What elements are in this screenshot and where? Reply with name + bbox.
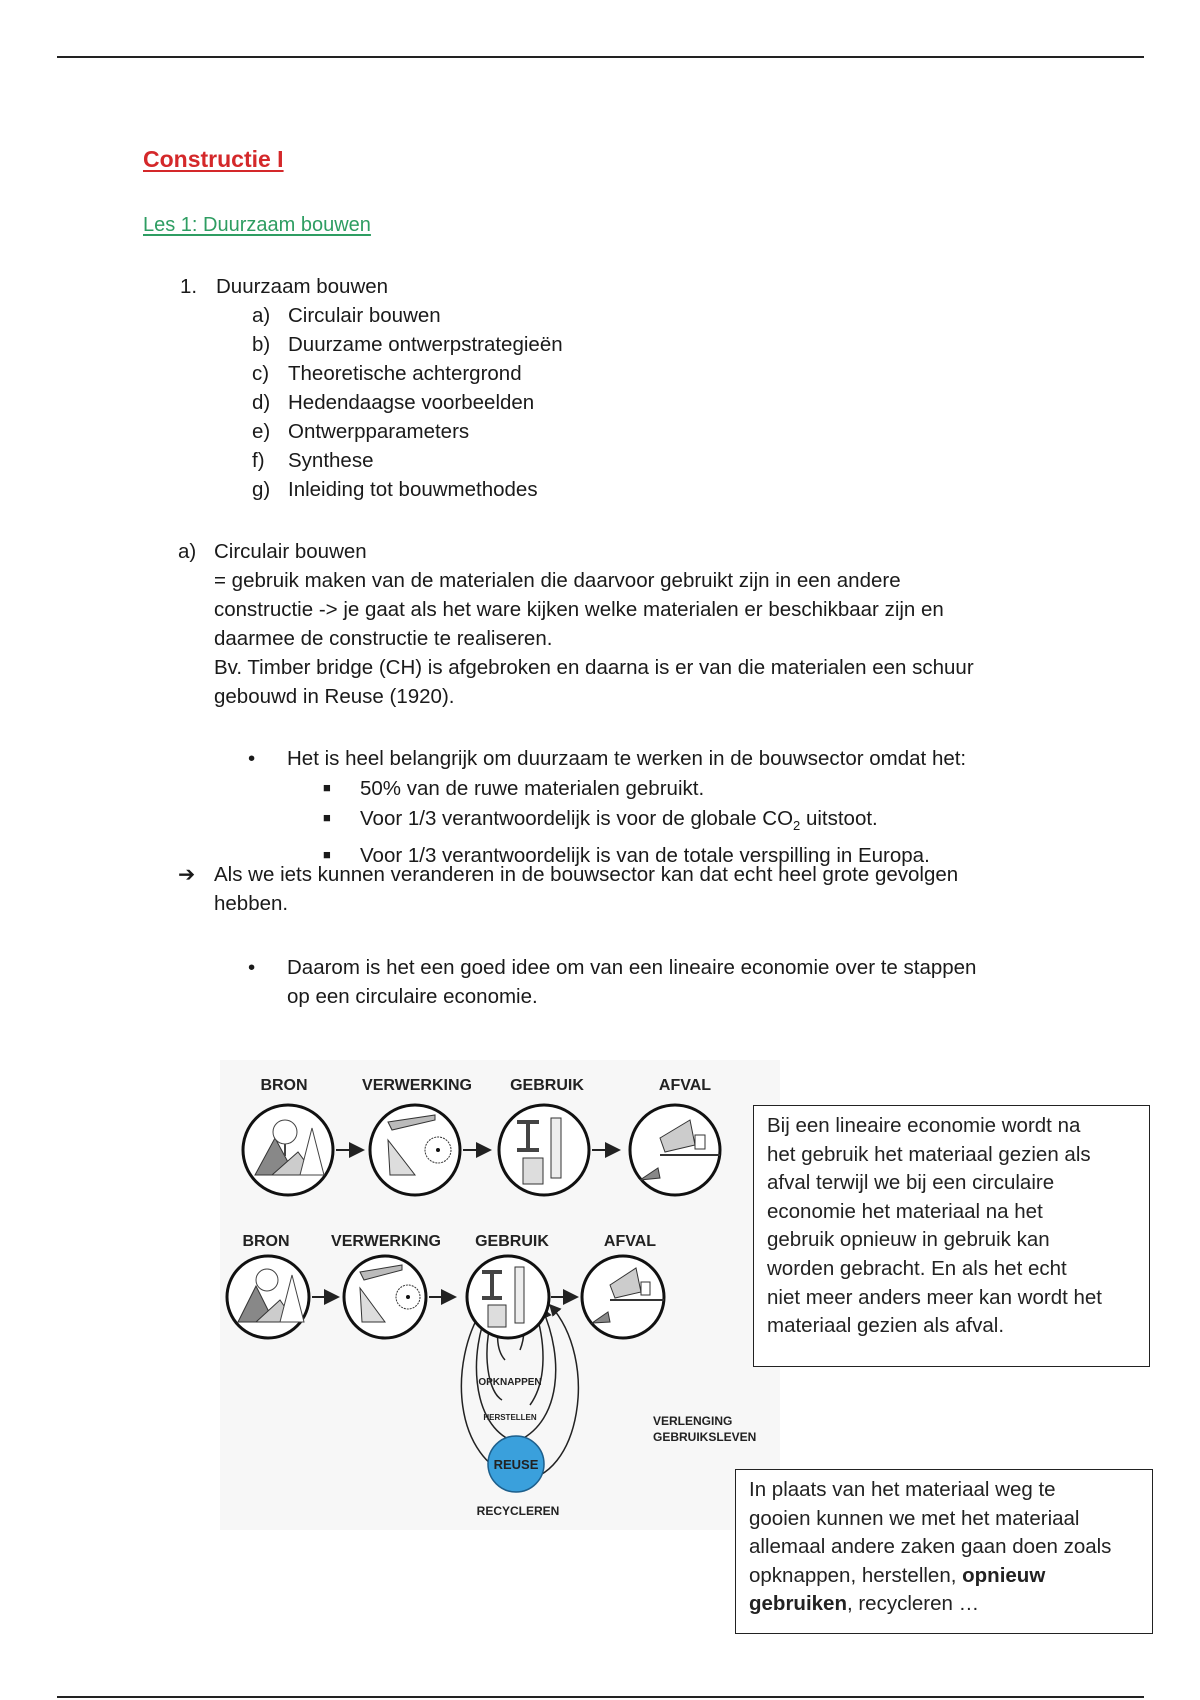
linear-bron-icon <box>243 1105 333 1195</box>
linear-gebruik-icon <box>499 1105 589 1195</box>
footer-rule <box>57 1696 1144 1698</box>
outline-item: c) Theoretische achtergrond <box>252 362 522 385</box>
outline-item: b) Duurzame ontwerpstrategieën <box>252 333 563 356</box>
outline-item: e) Ontwerpparameters <box>252 420 470 443</box>
square-bullet-icon: ■ <box>323 780 331 795</box>
header-rule <box>57 56 1144 58</box>
linear-label-gebruik: GEBRUIK <box>510 1077 584 1094</box>
economy-diagram <box>220 1060 780 1530</box>
reuse-badge <box>488 1436 544 1492</box>
note-box-linear-vs-circular: Bij een lineaire economie wordt na het gebruik het materiaal gezien als afval terwijl we bij een circulaire economie het materiaal na het gebruik opnieuw in gebruik kan worden gebracht. En als het echt niet meer anders meer kan wordt het materiaal gezien als afval. <box>753 1105 1150 1367</box>
right-arrow-icon: ➔ <box>178 863 196 886</box>
loop-label-opknappen: OPKNAPPEN <box>478 1377 542 1388</box>
linear-label-bron: BRON <box>260 1077 308 1094</box>
bullet-item: • Het is heel belangrijk om duurzaam te werken in de bouwsector omdat het: <box>248 744 966 773</box>
loop-label-recycleren: RECYCLEREN <box>476 1504 560 1518</box>
sub-bullet-item: ■ Voor 1/3 verantwoordelijk is voor de globale $CO_2$ uitstoot. <box>323 803 930 840</box>
economy-diagram-svg <box>220 1060 780 1530</box>
bullet-icon: • <box>248 747 256 770</box>
lesson-title: Les 1: Duurzaam bouwen <box>143 214 371 236</box>
circular-verwerking-icon <box>344 1256 426 1338</box>
square-bullet-icon: ■ <box>323 847 331 863</box>
circular-label-verwerking: VERWERKING <box>331 1233 441 1250</box>
outline-label: Duurzaam bouwen <box>216 275 389 298</box>
outline-item: d) Hedendaagse voorbeelden <box>252 391 535 414</box>
outline-sublist <box>252 301 563 504</box>
circular-label-bron: BRON <box>242 1233 290 1250</box>
circular-label-afval: AFVAL <box>603 1233 657 1250</box>
conclusion-arrow-item: ➔ Als we iets kunnen veranderen in de bouwsector kan dat echt heel grote gevolgen hebben. <box>178 860 958 918</box>
circular-label-gebruik: GEBRUIK <box>475 1233 549 1250</box>
loop-label-reuse: REUSE <box>493 1457 539 1472</box>
outline-item: a) Circulair bouwen <box>252 304 441 327</box>
linear-label-verwerking: VERWERKING <box>362 1077 472 1094</box>
linear-afval-icon <box>630 1105 720 1195</box>
outline-item: g) Inleiding tot bouwmethodes <box>252 478 538 501</box>
section-heading: a) Circulair bouwen <box>178 540 367 563</box>
square-bullet-icon: ■ <box>323 810 331 825</box>
definition-paragraph: = gebruik maken van de materialen die daarvoor gebruikt zijn in een andere constructie -> je gaat als het ware kijken welke materialen er beschikbaar zijn en daarmee de constructie te realiseren. Bv. Timber bridge (CH) is afgebroken en daarna is er van die materialen een schuur gebouwd in Reuse (1920). <box>214 569 974 708</box>
outline-item: f) Synthese <box>252 449 374 472</box>
linear-verwerking-icon <box>370 1105 460 1195</box>
sub-bullet-list <box>323 773 930 870</box>
circular-bron-icon <box>227 1256 309 1338</box>
extension-label-line1: VERLENGING <box>653 1414 733 1428</box>
outline-main-item <box>180 272 388 301</box>
note-box-alternatives: In plaats van het materiaal weg te gooien kunnen we met het materiaal allemaal andere zaken gaan doen zoals opknappen, herstellen, opnieuw gebruiken, recycleren … <box>735 1469 1153 1634</box>
sub-bullet-item: ■ 50% van de ruwe materialen gebruikt. <box>323 773 930 803</box>
circular-afval-icon <box>582 1256 664 1338</box>
extension-label-line2: GEBRUIKSLEVEN <box>653 1430 757 1444</box>
loop-label-herstellen: HERSTELLEN <box>483 1413 537 1422</box>
bullet-icon: • <box>248 956 256 979</box>
linear-label-afval: AFVAL <box>658 1077 712 1094</box>
sub-bullet-item: ■ Voor 1/3 verantwoordelijk is van de totale verspilling in Europa. <box>323 840 930 870</box>
outline-number: 1. <box>180 275 198 298</box>
bullet-item: • Daarom is het een goed idee om van een lineaire economie over te stappen op een circulaire economie. <box>248 953 976 1011</box>
document-title: Constructie I <box>143 146 284 172</box>
circular-gebruik-icon <box>467 1256 549 1338</box>
